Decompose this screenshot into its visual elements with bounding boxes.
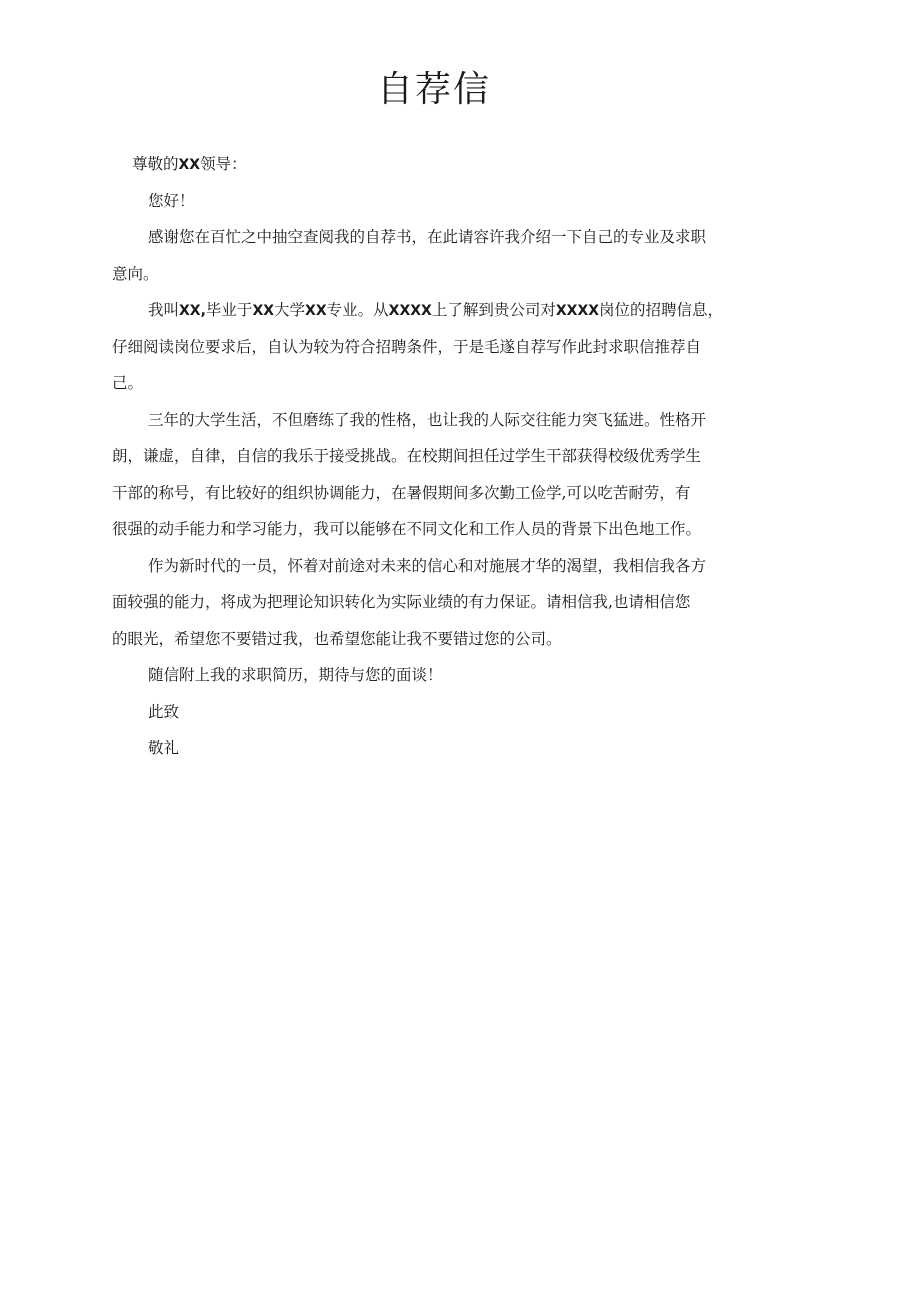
paragraph-2-line-2: 仔细阅读岗位要求后，自认为较为符合招聘条件，于是毛遂自荐写作此封求职信推荐自 (112, 337, 702, 356)
paragraph-4-line-2: 面较强的能力，将成为把理论知识转化为实际业绩的有力保证。请相信我,也请相信您 (112, 593, 691, 611)
placeholder-school: XX (252, 303, 275, 319)
p2-text-d: 专业。从 (326, 301, 389, 319)
salutation (112, 146, 760, 183)
paragraph-2-line-3: 己。 (112, 374, 144, 392)
greeting: 您好！ (148, 191, 195, 210)
paragraph-4-line-3: 的眼光，希望您不要错过我，也希望您能让我不要错过您的公司。 (112, 629, 562, 648)
salutation-prefix: 尊敬的 (132, 155, 179, 173)
p2-text-a: 我叫 (148, 301, 180, 319)
p2-text-f: 岗位的招聘信息， (599, 301, 724, 319)
letter-title: 自荐信 (376, 69, 491, 110)
paragraph-3-line-2: 朗，谦虚，自律，自信的我乐于接受挑战。在校期间担任过学生干部获得校级优秀学生 (112, 447, 702, 465)
paragraph-2-line-1 (112, 292, 760, 329)
paragraph-1-line-1: 感谢您在百忙之中抽空查阅我的自荐书，在此请容许我介绍一下自己的专业及求职 (148, 228, 707, 246)
placeholder-source: XXXX (388, 303, 432, 319)
paragraph-1-line-2: 意向。 (112, 264, 159, 283)
closing-jingli: 敬礼 (148, 739, 180, 757)
p2-text-b: 毕业于 (205, 301, 253, 319)
placeholder-major: XX (305, 303, 327, 319)
paragraph-3-line-3: 干部的称号，有比较好的组织协调能力，在暑假期间多次勤工俭学,可以吃苦耐劳，有 (112, 483, 691, 502)
placeholder-name: XX, (179, 303, 206, 319)
placeholder-company: XX (178, 157, 201, 173)
p2-text-c: 大学 (274, 301, 306, 319)
placeholder-position: XXXX (555, 303, 600, 319)
paragraph-3-line-4: 很强的动手能力和学习能力，我可以能够在不同文化和工作人员的背景下出色地工作。 (112, 520, 702, 538)
letter-body (112, 146, 760, 767)
closing-cizhi: 此致 (148, 702, 180, 721)
closing-attachment: 随信附上我的求职简历，期待与您的面谈！ (148, 666, 443, 684)
paragraph-3-line-1: 三年的大学生活，不但磨练了我的性格，也让我的人际交往能力突飞猛进。性格开 (148, 410, 707, 429)
p2-text-e: 上了解到贵公司对 (431, 301, 556, 319)
paragraph-4-line-1: 作为新时代的一员，怀着对前途对未来的信心和对施展才华的渴望，我相信我各方 (148, 556, 707, 575)
salutation-suffix: 领导： (200, 155, 247, 173)
